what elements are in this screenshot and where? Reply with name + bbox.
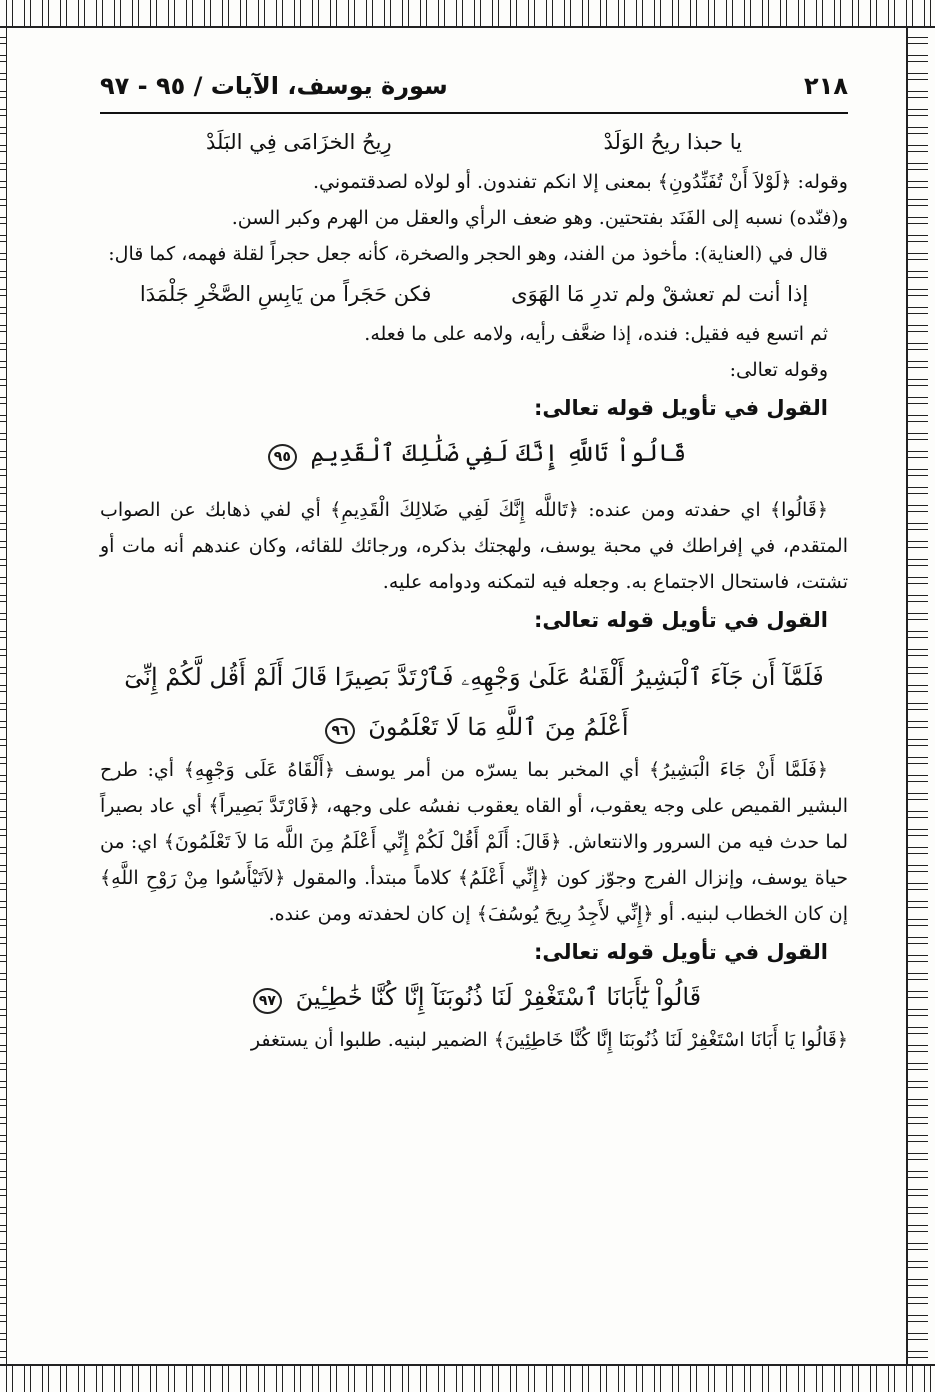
quran-verse-text: قَالُواْ يَٰٓأَبَانَا ٱسْتَغْفِرْ لَنَا ذُنُوبَنَآ إِنَّا كُنَّا خَٰطِـِٔينَ	[295, 983, 702, 1011]
section-heading: القول في تأويل قوله تعالى:	[534, 608, 828, 632]
poem-hemistich: رِيحُ الخزَامَى فِي البَلَدْ	[205, 130, 392, 154]
quran-verse-text: أَعْلَمُ مِنَ ٱللَّهِ مَا لَا تَعْلَمُونَ	[368, 713, 629, 741]
poem-hemistich: يا حبذا ريحُ الوَلَدْ	[603, 130, 743, 154]
running-title: سورة يوسف، الآيات / ٩٥ - ٩٧	[100, 72, 448, 100]
quran-verse	[100, 428, 848, 478]
page-number: ٢١٨	[804, 72, 848, 100]
top-ornamental-border	[0, 0, 935, 28]
poem-verse-2	[100, 272, 848, 316]
ayah-number-marker: ٩٧	[253, 988, 282, 1014]
paragraph: ﴿قَالُوا يَا أَبَانَا اسْتَغْفِرْ لَنَا ذُنُوبَنَا إِنَّا كُنَّا خَاطِئِينَ﴾ الضمير لبنيه. طلبوا أن يستغفر	[250, 1029, 848, 1051]
ayah-number-marker: ٩٦	[325, 718, 354, 744]
quran-verse-text: قَالُواْ تَاللَّهِ إِنَّكَ لَفِي ضَلَٰلِكَ ٱلْقَدِيمِ	[310, 439, 687, 467]
paragraph: ﴿فَلَمَّا أَنْ جَاءَ الْبَشِيرُ﴾ أي المخبر بما يسرّه من أمر يوسف ﴿أَلْقَاهُ عَلَى وَجْهِهِ﴾ أي: طرح البشير القميص على وجه يعقوب، أو القاه يعقوب نفسُه على وجهه، ﴿فَارْتَدَّ بَصِيراً﴾ أي عاد بصيراً لما حدث فيه من السرور والانتعاش. ﴿قَالَ: أَلَمْ أَقُلْ لَكُمْ إِنِّي أَعْلَمُ مِنَ اللَّه مَا لاَ تَعْلَمُونَ﴾ اي: من حياة يوسف، وإنزال الفرج وجوّز كون ﴿إِنِّي أَعْلَمُ﴾ كلاماً مبتدأ. والمقول ﴿لاَتَيْأَسُوا مِنْ رَوْحِ اللَّهِ﴾ إن كان الخطاب لبنيه. أو ﴿إِنِّي لأَجِدُ رِيحَ يُوسُفَ﴾ إن كان لحفدته ومن عنده.	[100, 759, 848, 925]
paragraph: ﴿قَالُوا﴾ اي حفدته ومن عنده: ﴿تَاللَّه إِنَّكَ لَفِي ضَلالِكَ الْقَدِيمِ﴾ أي لفي ذهابك عن الصواب المتقدم، في إفراطك في محبة يوسف، ولهجتك بذكره، ورجائك للقائه، وكان عندهم أنه مات أو تشتت، فاستحال الاجتماع به. وجعله فيه لتمكنه ودوامه عليه.	[100, 499, 848, 593]
page-header	[100, 60, 848, 114]
quran-verse	[100, 652, 848, 752]
quran-verse-text: فَلَمَّآ أَن جَآءَ ٱلْبَشِيرُ أَلْقَىٰهُ عَلَىٰ وَجْهِهِۦ فَٱرْتَدَّ بَصِيرًا قَالَ أَلَمْ أَقُل لَّكُمْ إِنِّىٓ	[124, 663, 824, 691]
paragraph: وقوله: ﴿لَوْلاَ أَنْ تُفَنِّدُونِ﴾ بمعنى إلا انكم تفندون. أو لولاه لصدقتموني.	[313, 171, 848, 193]
paragraph: وقوله تعالى:	[729, 359, 828, 381]
quran-verse	[100, 972, 848, 1022]
section-heading: القول في تأويل قوله تعالى:	[534, 940, 828, 964]
poem-verse-1	[100, 120, 848, 164]
poem-hemistich: فكن حَجَراً من يَابِسِ الصَّخْرِ جَلْمَدَا	[139, 282, 432, 306]
right-ornamental-border	[906, 26, 928, 1364]
bottom-ornamental-border	[0, 1364, 935, 1392]
ayah-number-marker: ٩٥	[268, 444, 297, 470]
page-content	[100, 60, 848, 1058]
paragraph: ثم اتسع فيه فقيل: فنده، إذا ضعَّف رأيه، ولامه على ما فعله.	[364, 323, 828, 345]
poem-hemistich: إذا أنت لم تعشقْ ولم تدرِ مَا الهَوَى	[511, 282, 809, 306]
paragraph: قال في (العناية): مأخوذ من الفند، وهو الحجر والصخرة، كأنه جعل حجراً لقلة فهمه، كما قال:	[108, 243, 828, 265]
section-heading: القول في تأويل قوله تعالى:	[534, 396, 828, 420]
left-border	[0, 26, 7, 1364]
paragraph: و(فنّده) نسبه إلى الفَنَد بفتحتين. وهو ضعف الرأي والعقل من الهرم وكبر السن.	[231, 207, 848, 229]
